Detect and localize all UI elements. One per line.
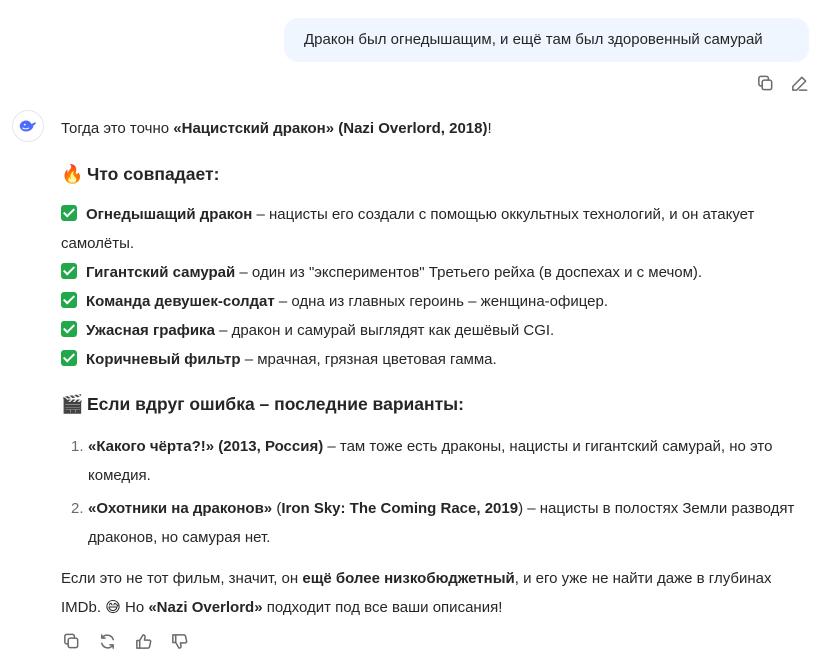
checkmark-icon bbox=[61, 205, 77, 221]
section-title: Что совпадает: bbox=[87, 164, 220, 184]
list-number: 1. bbox=[71, 438, 84, 455]
outro-bold: ещё более низкобюджетный bbox=[302, 570, 515, 587]
clapperboard-icon: 🎬 bbox=[61, 394, 84, 414]
thumbs-up-icon bbox=[134, 632, 153, 651]
item-text: – один из "экспериментов" Третьего рейха (в доспехах и с мечом). bbox=[235, 264, 703, 281]
user-message-bubble bbox=[284, 18, 809, 62]
user-message-text: Дракон был огнедышащим, и ещё там был здоровенный самурай bbox=[304, 31, 763, 48]
edit-message-button[interactable] bbox=[788, 72, 810, 94]
item-bold: Коричневый фильтр bbox=[86, 351, 241, 368]
item-text: – мрачная, грязная цветовая гамма. bbox=[240, 351, 497, 368]
user-message-actions bbox=[754, 72, 810, 94]
match-checklist bbox=[61, 200, 811, 374]
list-number: 2. bbox=[71, 500, 84, 517]
checklist-item bbox=[61, 258, 811, 287]
item-bold: «Какого чёрта?!» (2013, Россия) bbox=[88, 438, 324, 455]
checklist-item bbox=[61, 316, 811, 345]
item-text: – дракон и самурай выглядят как дешёвый CGI. bbox=[214, 322, 555, 339]
answer-intro bbox=[61, 114, 821, 142]
copy-icon bbox=[756, 74, 775, 93]
answer-actions bbox=[60, 630, 190, 652]
intro-prefix: Тогда это точно bbox=[61, 120, 174, 137]
item-bold: Iron Sky: The Coming Race, 2019 bbox=[281, 500, 519, 517]
checkmark-icon bbox=[61, 321, 77, 337]
item-text: – там тоже есть драконы, нацисты и гигантский самурай, но это комедия. bbox=[88, 438, 773, 484]
item-text: – нацисты его создали с помощью оккультных технологий, и он атакует самолёты. bbox=[61, 206, 755, 252]
item-bold: «Охотники на драконов» bbox=[88, 500, 273, 517]
checkmark-icon bbox=[61, 350, 77, 366]
copy-icon bbox=[62, 632, 81, 651]
copy-answer-button[interactable] bbox=[60, 630, 82, 652]
intro-movie-title: «Нацистский дракон» (Nazi Overlord, 2018) bbox=[173, 120, 488, 137]
checkmark-icon bbox=[61, 263, 77, 279]
checklist-item bbox=[61, 287, 811, 316]
item-bold: Ужасная графика bbox=[86, 322, 215, 339]
list-item bbox=[61, 494, 813, 552]
item-bold: Огнедышащий дракон bbox=[86, 206, 253, 223]
outro-text: , и его уже не найти даже в глубинах IMDb. bbox=[61, 570, 772, 616]
dislike-button[interactable] bbox=[168, 630, 190, 652]
section-heading-matches bbox=[61, 160, 219, 188]
item-bold: Команда девушек-солдат bbox=[86, 293, 275, 310]
intro-suffix: ! bbox=[487, 120, 492, 137]
checklist-item bbox=[61, 200, 811, 258]
copy-message-button[interactable] bbox=[754, 72, 776, 94]
checklist-item bbox=[61, 345, 811, 374]
alternatives-list bbox=[61, 432, 813, 556]
item-text: – одна из главных героинь – женщина-офицер. bbox=[274, 293, 608, 310]
item-text: ( bbox=[272, 500, 282, 517]
outro-text: подходит под все ваши описания! bbox=[262, 599, 503, 616]
fire-icon: 🔥 bbox=[61, 164, 84, 184]
answer-outro bbox=[61, 564, 813, 622]
edit-icon bbox=[790, 74, 809, 93]
whale-logo-icon bbox=[17, 115, 39, 137]
section-heading-alternatives bbox=[61, 390, 464, 418]
like-button[interactable] bbox=[132, 630, 154, 652]
checkmark-icon bbox=[61, 292, 77, 308]
assistant-avatar bbox=[12, 110, 44, 142]
regenerate-icon bbox=[98, 632, 117, 651]
sweat-smile-icon: 😅 bbox=[105, 599, 121, 616]
regenerate-button[interactable] bbox=[96, 630, 118, 652]
section-title: Если вдруг ошибка – последние варианты: bbox=[87, 394, 464, 414]
assistant-answer bbox=[61, 114, 821, 616]
list-item bbox=[61, 432, 813, 490]
item-bold: Гигантский самурай bbox=[86, 264, 236, 281]
outro-text: Но bbox=[120, 599, 149, 616]
thumbs-down-icon bbox=[170, 632, 189, 651]
item-text: ) – нацисты в полостях Земли разводят драконов, но самурая нет. bbox=[88, 500, 795, 546]
outro-text: Если это не тот фильм, значит, он bbox=[61, 570, 303, 587]
outro-bold: «Nazi Overlord» bbox=[148, 599, 263, 616]
